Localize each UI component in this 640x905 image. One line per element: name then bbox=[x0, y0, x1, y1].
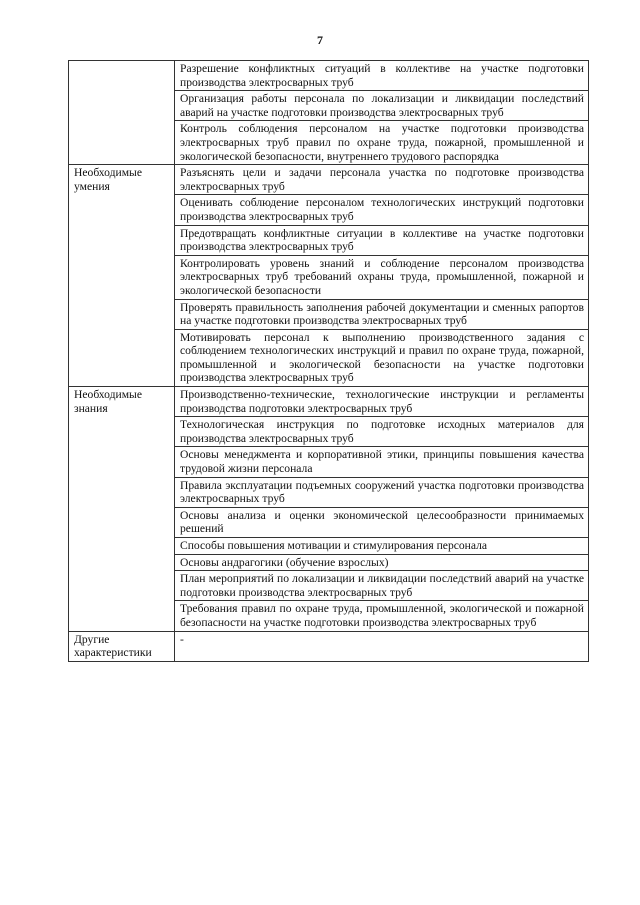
table-cell-item: Основы анализа и оценки экономической целесообразности принимаемых решений bbox=[175, 507, 589, 537]
table-cell-item: Требования правил по охране труда, промышленной, экологической и пожарной безопасности на участке подготовки производства электросварных труб bbox=[175, 601, 589, 631]
table-cell-item: План мероприятий по локализации и ликвидации последствий аварий на участке подготовки производства электросварных труб bbox=[175, 571, 589, 601]
section-label-cell bbox=[69, 631, 175, 661]
table-cell-item: Предотвращать конфликтные ситуации в коллективе на участке подготовки производства электросварных труб bbox=[175, 225, 589, 255]
section-label: Необходимые знания bbox=[74, 388, 142, 415]
table-row bbox=[69, 165, 589, 195]
section-label: Необходимые умения bbox=[74, 166, 142, 193]
page-number: 7 bbox=[317, 33, 323, 47]
table-cell-item: Технологическая инструкция по подготовке исходных материалов для производства электросварных труб bbox=[175, 417, 589, 447]
table-cell-item: - bbox=[175, 631, 589, 661]
section-label-cell bbox=[69, 387, 175, 632]
table-cell-item: Разрешение конфликтных ситуаций в коллективе на участке подготовки производства электросварных труб bbox=[175, 61, 589, 91]
table-row bbox=[69, 631, 589, 661]
table-cell-item: Контроль соблюдения персоналом на участке подготовки производства электросварных труб правил по охране труда, пожарной, промышленной и экологической безопасности, внутреннего трудового распорядка bbox=[175, 121, 589, 165]
table-cell-item: Контролировать уровень знаний и соблюдение персоналом производства электросварных труб требований охраны труда, промышленной, пожарной и экологической безопасности bbox=[175, 255, 589, 299]
table-cell-item: Производственно-технические, технологические инструкции и регламенты производства подготовки электросварных труб bbox=[175, 387, 589, 417]
section-label-cell bbox=[69, 165, 175, 387]
table-cell-item: Проверять правильность заполнения рабочей документации и сменных рапортов на участке подготовки производства электросварных труб bbox=[175, 299, 589, 329]
section-label-cell bbox=[69, 61, 175, 165]
table-cell-item: Организация работы персонала по локализации и ликвидации последствий аварий на участке подготовки производства электросварных труб bbox=[175, 91, 589, 121]
table-cell-item: Оценивать соблюдение персоналом технологических инструкций подготовки производства электросварных труб bbox=[175, 195, 589, 225]
table-cell-item: Способы повышения мотивации и стимулирования персонала bbox=[175, 538, 589, 555]
table-cell-item: Основы менеджмента и корпоративной этики, принципы повышения качества трудовой жизни персонала bbox=[175, 447, 589, 477]
competency-table bbox=[68, 60, 589, 662]
competency-table-body bbox=[69, 61, 589, 662]
table-cell-item: Основы андрагогики (обучение взрослых) bbox=[175, 554, 589, 571]
table-cell-item: Правила эксплуатации подъемных сооружений участка подготовки производства электросварных труб bbox=[175, 477, 589, 507]
table-cell-item: Мотивировать персонал к выполнению производственного задания с соблюдением технологических инструкций и правил по охране труда, пожарной, промышленной и экологической безопасности на участке подготовки производства электросварных труб bbox=[175, 329, 589, 386]
table-cell-item: Разъяснять цели и задачи персонала участка по подготовке производства электросварных труб bbox=[175, 165, 589, 195]
section-label: Другие характеристики bbox=[74, 632, 152, 660]
table-row bbox=[69, 61, 589, 91]
table-row bbox=[69, 387, 589, 417]
